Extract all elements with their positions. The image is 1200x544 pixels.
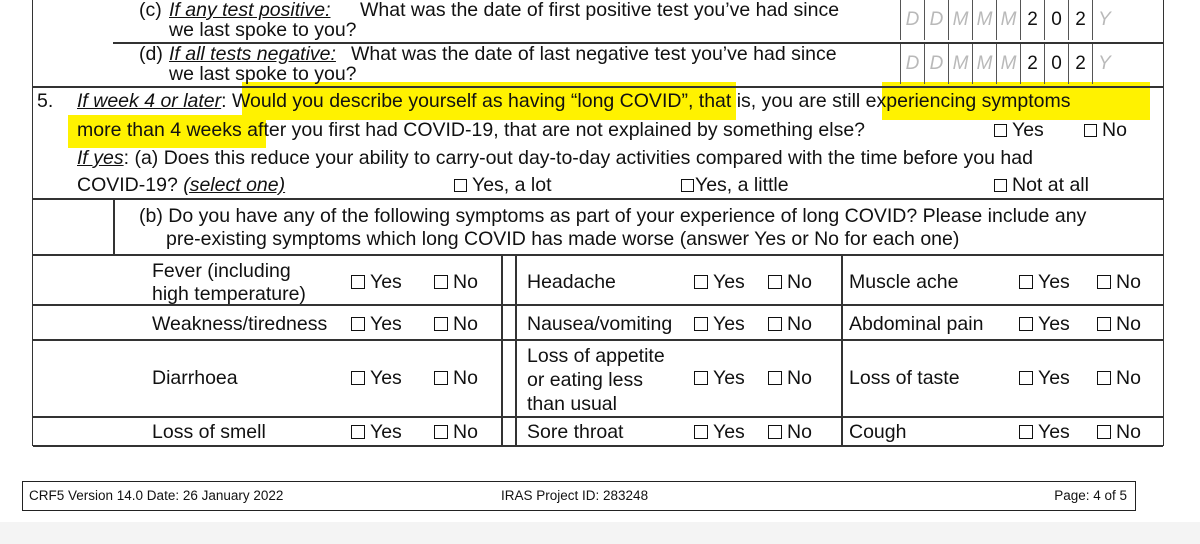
checkbox-icon[interactable] (351, 275, 365, 289)
question-5-condition: If week 4 or later (77, 90, 222, 112)
smell-yes[interactable]: Yes (351, 421, 402, 444)
checkbox-icon[interactable] (768, 425, 782, 439)
question-c-condition: If any test positive: (169, 0, 331, 21)
checkbox-icon[interactable] (1084, 124, 1097, 137)
nausea-yes[interactable]: Yes (694, 313, 745, 336)
col-divider-1a (501, 254, 503, 445)
weakness-yes[interactable]: Yes (351, 313, 402, 336)
symptom-abdominal-pain: Abdominal pain (849, 313, 984, 335)
cough-yes[interactable]: Yes (1019, 421, 1070, 444)
date-box[interactable]: 2 (1068, 0, 1092, 40)
abdominal-no[interactable]: No (1097, 313, 1141, 336)
date-box[interactable]: 2 (1020, 0, 1044, 40)
question-5a-line-1: If yes: (a) Does this reduce your ability to carry-out day-to-day activities compared with the time before you had (77, 147, 1033, 169)
symptom-loss-of-smell: Loss of smell (152, 421, 266, 443)
question-5-hl2: still experiencing symptoms (832, 90, 1071, 112)
date-box[interactable]: Y (1092, 44, 1116, 84)
cough-no[interactable]: No (1097, 421, 1141, 444)
question-5-hl1: Would you describe yourself as having “long COVID” (232, 90, 688, 112)
checkbox-icon[interactable] (434, 317, 448, 331)
appetite-yes[interactable]: Yes (694, 367, 745, 390)
footer-version: CRF5 Version 14.0 Date: 26 January 2022 (29, 488, 284, 503)
date-box[interactable]: M (996, 0, 1020, 40)
fever-yes[interactable]: Yes (351, 271, 402, 294)
question-5-hl3: more than 4 weeks (77, 119, 242, 141)
symptom-sore-throat: Sore throat (527, 421, 624, 443)
taste-no[interactable]: No (1097, 367, 1141, 390)
checkbox-icon[interactable] (351, 371, 365, 385)
divider-q5 (33, 86, 1163, 88)
question-5-line-2: more than 4 weeks after you first had COVID-19, that are not explained by something else? (77, 119, 866, 141)
date-box[interactable]: 0 (1044, 0, 1068, 40)
divider-5b-left (113, 198, 115, 254)
symptom-diarrhoea: Diarrhoea (152, 367, 238, 389)
throat-no[interactable]: No (768, 421, 812, 444)
symptom-headache: Headache (527, 271, 616, 293)
question-c-label: (c) (139, 0, 162, 21)
date-box[interactable]: 2 (1020, 44, 1044, 84)
muscle-ache-yes[interactable]: Yes (1019, 271, 1070, 294)
question-d-text-2: we last spoke to you? (169, 63, 357, 85)
question-5a-condition: If yes (77, 147, 124, 169)
checkbox-icon[interactable] (434, 275, 448, 289)
taste-yes[interactable]: Yes (1019, 367, 1070, 390)
question-c-text-1: What was the date of first positive test you’ve had since (360, 0, 840, 21)
checkbox-icon[interactable] (694, 425, 708, 439)
checkbox-icon[interactable] (1019, 275, 1033, 289)
question-5a-line-2: COVID-19? (select one) (77, 174, 286, 196)
select-one-hint: (select one) (183, 174, 286, 196)
diarrhoea-no[interactable]: No (434, 367, 478, 390)
question-d-condition: If all tests negative: (169, 43, 336, 65)
symptom-nausea: Nausea/vomiting (527, 313, 673, 335)
checkbox-icon[interactable] (1097, 275, 1111, 289)
col-divider-1b (515, 254, 517, 445)
symptom-loss-of-taste: Loss of taste (849, 367, 960, 389)
muscle-ache-no[interactable]: No (1097, 271, 1141, 294)
question-5b-line-2: pre-existing symptoms which long COVID has made worse (answer Yes or No for each one) (166, 228, 960, 250)
option-not-at-all[interactable]: Not at all (994, 174, 1089, 197)
date-box[interactable]: M (948, 44, 972, 84)
checkbox-icon[interactable] (994, 179, 1007, 192)
option-yes-a-little[interactable]: Yes, a little (681, 174, 789, 197)
date-box[interactable]: D (924, 44, 948, 84)
symptom-muscle-ache: Muscle ache (849, 271, 959, 293)
checkbox-icon[interactable] (694, 275, 708, 289)
question-5-number: 5. (37, 90, 54, 112)
appetite-no[interactable]: No (768, 367, 812, 390)
checkbox-icon[interactable] (351, 425, 365, 439)
question-c-text-2: we last spoke to you? (169, 19, 357, 41)
date-box[interactable]: Y (1092, 0, 1116, 40)
divider-symptom-row3 (33, 416, 1163, 418)
divider-symptom-row2 (33, 339, 1163, 341)
checkbox-icon[interactable] (694, 317, 708, 331)
date-box[interactable]: D (900, 44, 924, 84)
checkbox-icon[interactable] (768, 317, 782, 331)
question-5-no-option[interactable]: No (1084, 119, 1127, 142)
date-box[interactable]: D (924, 0, 948, 40)
col-divider-2 (841, 254, 843, 445)
checkbox-icon[interactable] (694, 371, 708, 385)
divider-symptom-top (33, 254, 1163, 256)
symptom-weakness: Weakness/tiredness (152, 313, 328, 335)
checkbox-icon[interactable] (434, 425, 448, 439)
headache-no[interactable]: No (768, 271, 812, 294)
checkbox-icon[interactable] (1019, 425, 1033, 439)
checkbox-icon[interactable] (1097, 317, 1111, 331)
checkbox-icon[interactable] (434, 371, 448, 385)
checkbox-icon[interactable] (1019, 317, 1033, 331)
smell-no[interactable]: No (434, 421, 478, 444)
checkbox-icon[interactable] (1019, 371, 1033, 385)
date-box[interactable]: D (900, 0, 924, 40)
question-5-yes-option[interactable]: Yes (994, 119, 1044, 142)
checkbox-icon[interactable] (768, 275, 782, 289)
checkbox-icon[interactable] (454, 179, 467, 192)
abdominal-yes[interactable]: Yes (1019, 313, 1070, 336)
checkbox-icon[interactable] (1097, 425, 1111, 439)
checkbox-icon[interactable] (768, 371, 782, 385)
date-box[interactable]: M (996, 44, 1020, 84)
throat-yes[interactable]: Yes (694, 421, 745, 444)
date-box[interactable]: 0 (1044, 44, 1068, 84)
page-footer (22, 481, 1136, 511)
footer-project-id: IRAS Project ID: 283248 (501, 488, 649, 503)
date-box[interactable]: M (972, 0, 996, 40)
diarrhoea-yes[interactable]: Yes (351, 367, 402, 390)
symptom-loss-of-appetite: Loss of appetite or eating less than usual (527, 345, 665, 415)
symptom-cough: Cough (849, 421, 907, 443)
date-box[interactable]: M (948, 0, 972, 40)
question-d-text-1: What was the date of last negative test you’ve had since (351, 43, 837, 65)
question-5-line-1: If week 4 or later: Would you describe yourself as having “long COVID”, that is, you are still experiencing symptoms (77, 90, 1071, 112)
headache-yes[interactable]: Yes (694, 271, 745, 294)
checkbox-icon[interactable] (994, 124, 1007, 137)
symptom-fever: Fever (including high temperature) (152, 260, 306, 305)
question-5b-line-1: (b) Do you have any of the following symptoms as part of your experience of long COVID? Please include any (139, 205, 1087, 227)
crf-form-table (32, 0, 1164, 446)
question-d-label: (d) (139, 43, 163, 65)
weakness-no[interactable]: No (434, 313, 478, 336)
date-box[interactable]: M (972, 44, 996, 84)
divider-symptom-bottom (33, 445, 1163, 447)
option-yes-a-lot[interactable]: Yes, a lot (454, 174, 552, 197)
checkbox-icon[interactable] (351, 317, 365, 331)
footer-page-number: Page: 4 of 5 (1054, 488, 1127, 503)
divider-q5b (33, 198, 1163, 200)
checkbox-icon[interactable] (1097, 371, 1111, 385)
checkbox-icon[interactable] (681, 179, 694, 192)
date-box[interactable]: 2 (1068, 44, 1092, 84)
nausea-no[interactable]: No (768, 313, 812, 336)
fever-no[interactable]: No (434, 271, 478, 294)
